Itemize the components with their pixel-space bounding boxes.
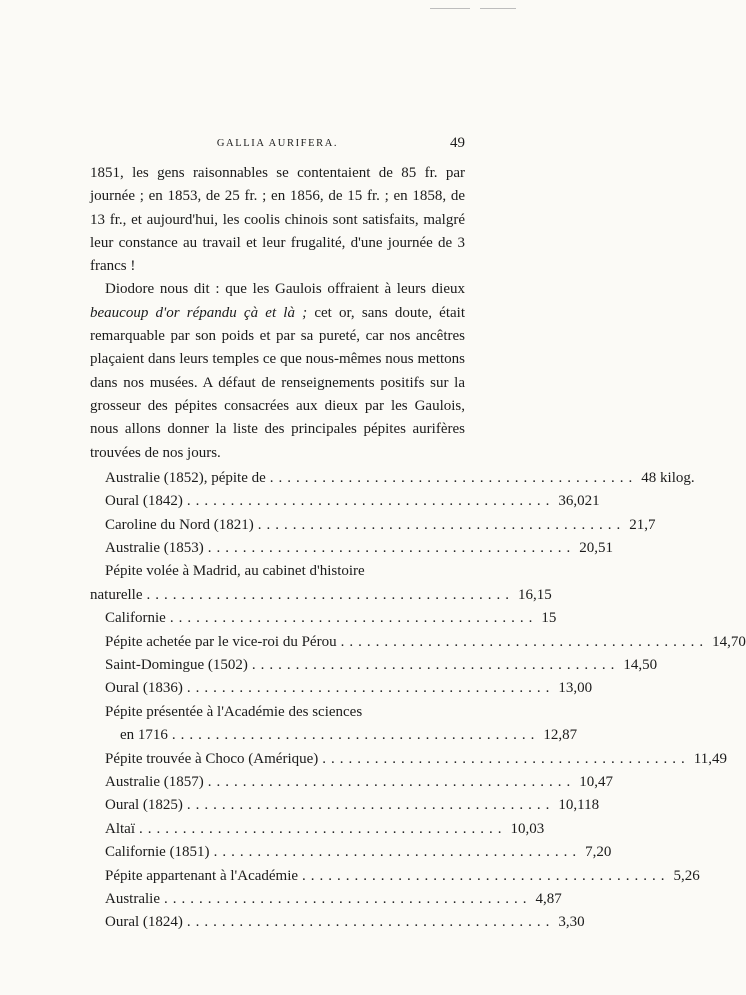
nugget-weight: 13,00 [558,680,593,697]
diodorus-quote: beaucoup d'or répandu çà et là ; [90,304,308,321]
list-item [90,818,545,841]
nugget-label: Saint-Domingue (1502) [105,656,248,673]
dot-leader: .......................................... [207,773,576,790]
list-item [90,514,656,537]
nugget-label: Californie (1851) [105,844,210,861]
nugget-label: Pépite appartenant à l'Académie [105,867,299,884]
page-header [90,135,465,158]
list-item [90,584,552,607]
diodorus-text-end: cet or, sans doute, était remarquable par son poids et par sa pureté, car nos ancêtres plaçaient dans leurs temples ce que nous-mêmes nous mettons dans nos musées. A défaut de renseignements positifs sur la grosseur des pépites consacrées aux dieux par les Gaulois, nous allons donner la liste des principales pépites aurifères trouvées de nos jours. [90,304,465,461]
nugget-weight: 21,7 [629,516,656,533]
dot-leader: .......................................... [257,516,626,533]
paragraph-wages: 1851, les gens raisonnables se contentaient de 85 fr. par journée ; en 1853, de 25 fr. ; en 1856, de 15 fr. ; en 1858, de 13 fr., et aujourd'hui, les coolis chinois sont satisfaits, malgré leur constance au travail et leur frugalité, d'une journée de 3 francs ! [90,165,465,275]
list-item [90,748,727,771]
list-item [90,724,578,747]
list-item [90,865,700,888]
nugget-weight: 16,15 [517,586,552,603]
running-title: GALLIA AURIFERA. [216,138,339,149]
nugget-weight: 36,021 [558,493,600,510]
dot-leader: .......................................... [213,844,582,861]
nugget-label: naturelle [90,586,143,603]
nugget-label: Australie (1853) [105,540,204,557]
nugget-weight: 10,118 [558,797,600,814]
list-item [90,631,746,654]
page-body [90,162,746,935]
nugget-weight: 3,30 [558,914,585,931]
dot-leader: .......................................... [251,656,620,673]
nugget-label: en 1716 [120,727,168,744]
list-item [90,888,562,911]
list-item [90,537,613,560]
list-item [90,467,695,490]
dot-leader: .......................................... [169,610,538,627]
nugget-weight: 48 kilog. [641,469,695,486]
page-number: 49 [450,135,465,151]
dot-leader: .......................................... [146,586,514,603]
nugget-label: Pépite présentée à l'Académie des sciences [105,703,363,720]
nugget-label: Australie (1852), pépite de [105,469,266,486]
dot-leader: .......................................... [269,469,638,486]
list-item [90,701,465,724]
nugget-weight: 10,03 [510,820,545,837]
diodorus-text-start: Diodore nous dit : que les Gaulois offraient à leurs dieux [105,281,465,298]
nugget-label: Californie [105,610,166,627]
paragraph-diodorus [90,278,465,464]
nugget-label: Oural (1824) [105,914,183,931]
dot-leader: .......................................... [207,540,576,557]
nugget-label: Altaï [105,820,135,837]
nugget-label: Pépite achetée par le vice-roi du Pérou [105,633,337,650]
dot-leader: .......................................... [139,820,507,837]
nugget-label: Australie [105,890,160,907]
nugget-weight: 12,87 [543,727,578,744]
list-item [90,911,585,934]
list-item [90,841,612,864]
list-item [90,490,600,513]
dot-leader: .......................................... [171,727,540,744]
list-item [90,677,593,700]
top-edge-rule-left [430,8,470,9]
nugget-label: Australie (1857) [105,773,204,790]
nugget-label: Oural (1825) [105,797,183,814]
list-item [90,771,613,794]
list-item [90,654,658,677]
nugget-list [90,467,746,935]
top-edge-rule-right [480,8,516,9]
dot-leader: .......................................... [163,890,532,907]
dot-leader: .......................................... [186,680,555,697]
dot-leader: .......................................... [302,867,670,884]
nugget-label: Oural (1842) [105,493,183,510]
dot-leader: .......................................... [340,633,709,650]
list-item [90,560,465,583]
nugget-weight: 10,47 [579,773,613,790]
nugget-weight: 14,70 [712,633,746,650]
list-item [90,607,557,630]
nugget-label: Pépite trouvée à Choco (Amérique) [105,750,319,767]
nugget-weight: 20,51 [579,540,613,557]
dot-leader: .......................................... [186,797,555,814]
list-item [90,794,600,817]
nugget-weight: 14,50 [623,656,658,673]
nugget-label: Caroline du Nord (1821) [105,516,254,533]
nugget-weight: 11,49 [693,750,727,767]
dot-leader: .......................................... [186,914,555,931]
nugget-label: Pépite volée à Madrid, au cabinet d'histoire [105,563,365,580]
nugget-weight: 5,26 [673,867,700,884]
nugget-weight: 15 [541,610,557,627]
nugget-weight: 4,87 [535,890,562,907]
dot-leader: .......................................... [186,493,555,510]
nugget-label: Oural (1836) [105,680,183,697]
nugget-weight: 7,20 [585,844,612,861]
dot-leader: .......................................... [322,750,690,767]
